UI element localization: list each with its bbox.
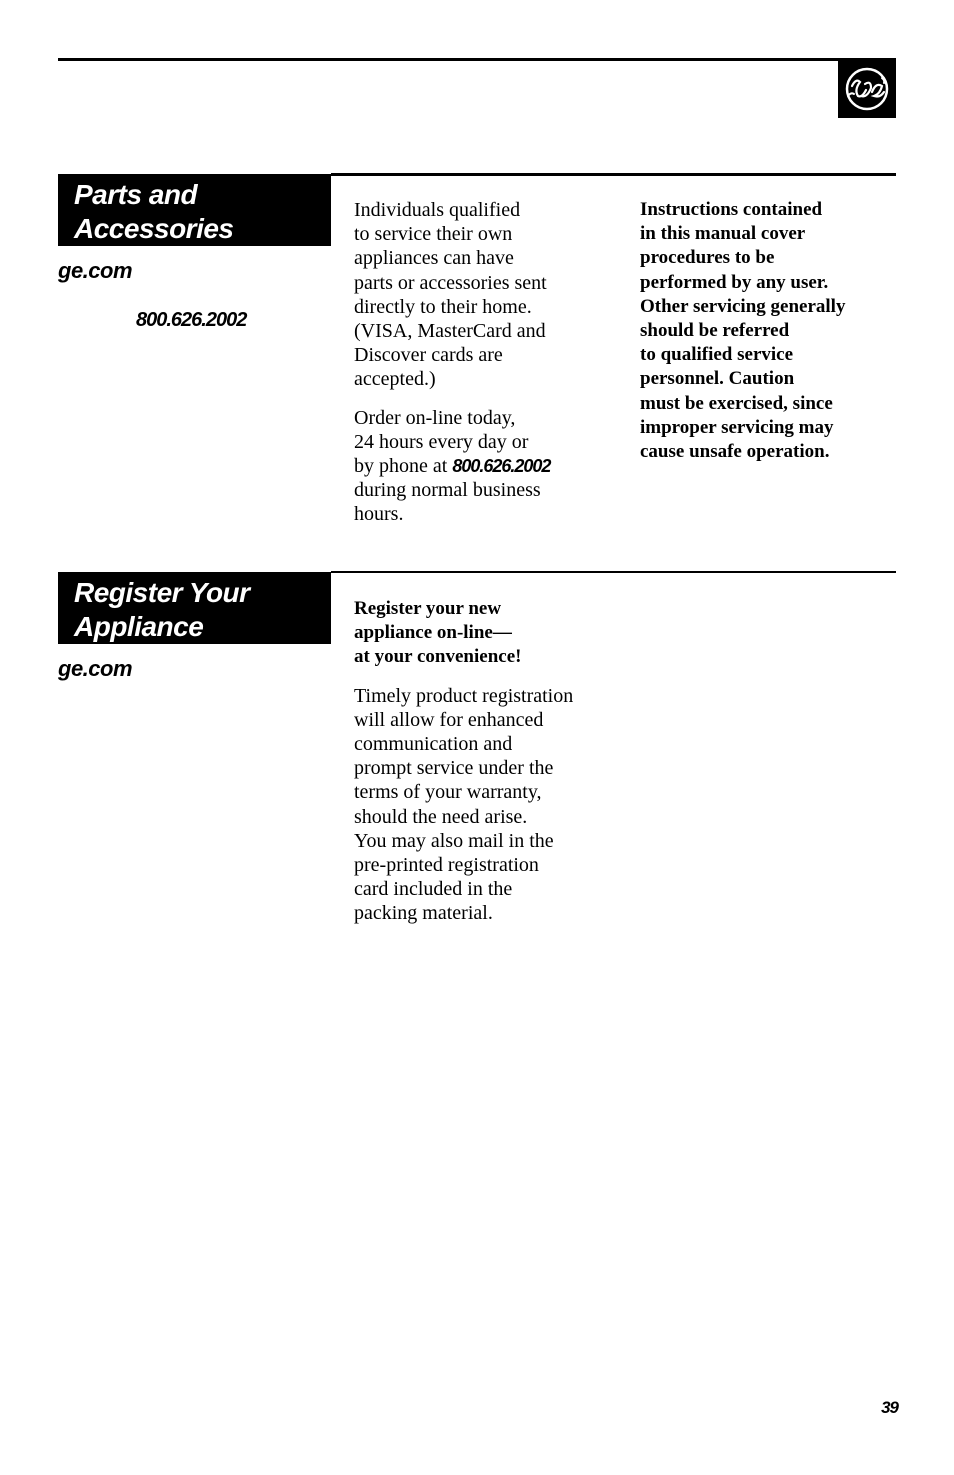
parts-website-link[interactable]: ge.com xyxy=(58,258,133,283)
parts-body-paragraph-2: Order on-line today, 24 hours every day or by phone at 800.626.2002 during normal business hours. xyxy=(354,406,551,526)
service-notice: Instructions contained in this manual cover procedures to be performed by any user. Other servicing generally should be referred to qualified service personnel. Caution must be exercised, since improper servicing may cause unsafe operation. xyxy=(640,199,846,463)
section-rule xyxy=(331,571,896,573)
register-lead: Register your new appliance on-line— at your convenience! xyxy=(354,598,522,668)
register-heading: Register Your Appliance xyxy=(58,572,331,644)
ge-logo xyxy=(838,60,896,118)
parts-phone-number: 800.626.2002 xyxy=(136,309,247,331)
ge-monogram-icon xyxy=(838,60,896,118)
register-body-column xyxy=(354,597,624,926)
top-rule xyxy=(58,58,896,61)
section-rule xyxy=(331,173,896,176)
parts-body-column xyxy=(354,198,616,527)
register-body-paragraph: Timely product registration will allow for enhanced communication and prompt service under the terms of your warranty, should the need arise. You may also mail in the pre-printed registration card included in the packing material. xyxy=(354,684,574,925)
parts-body-paragraph-1: Individuals qualified to service their own appliances can have parts or accessories sent directly to their home. (VISA, MasterCard and Discover cards are accepted.) xyxy=(354,199,547,391)
inline-phone-number: 800.626.2002 xyxy=(452,456,551,477)
register-website-link[interactable]: ge.com xyxy=(58,656,133,681)
parts-heading: Parts and Accessories xyxy=(58,174,331,246)
page-number: 39 xyxy=(881,1398,898,1417)
